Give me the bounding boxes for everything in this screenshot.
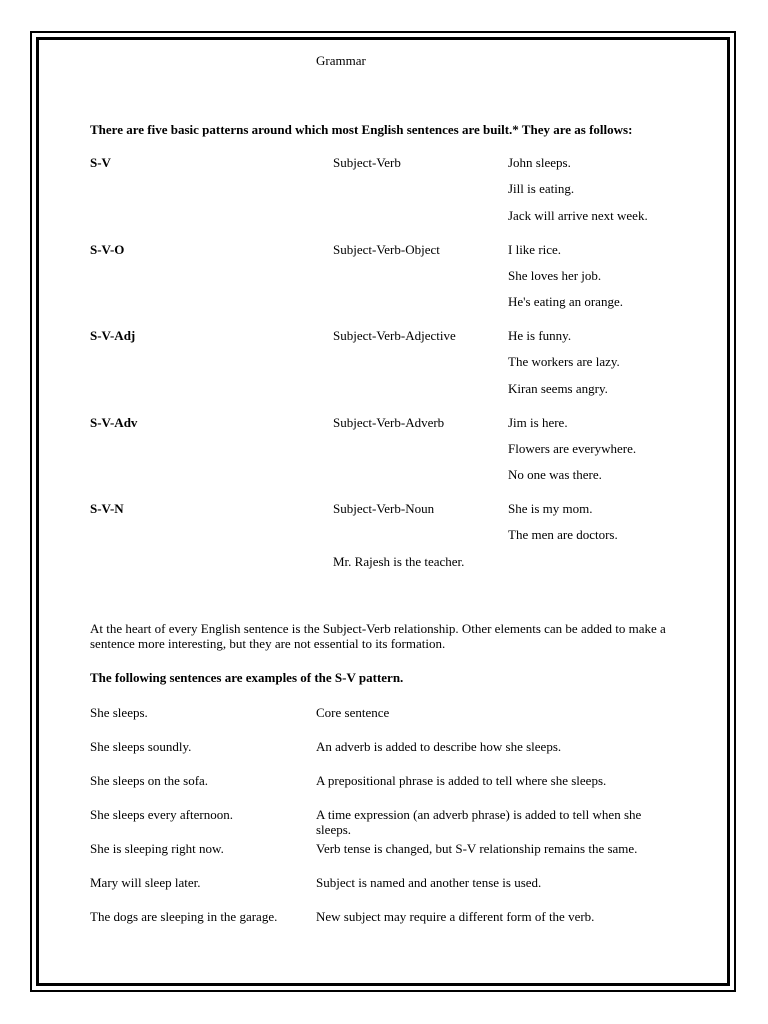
sv-sentence: She sleeps on the sofa. — [90, 773, 209, 788]
pattern-example: I like rice. — [508, 242, 562, 257]
sv-note: Subject is named and another tense is used. — [316, 875, 542, 890]
sv-note: A prepositional phrase is added to tell where she sleeps. — [316, 773, 607, 788]
pattern-name: Subject-Verb-Object — [333, 242, 440, 257]
pattern-name: Subject-Verb — [333, 155, 401, 170]
pattern-example: She loves her job. — [508, 268, 602, 283]
pattern-code: S-V-Adj — [90, 328, 136, 343]
sv-sentence: She sleeps every afternoon. — [90, 807, 233, 822]
pattern-name: Subject-Verb-Adjective — [333, 328, 456, 343]
pattern-example: He's eating an orange. — [508, 294, 623, 309]
sv-sentence: She sleeps soundly. — [90, 739, 192, 754]
pattern-name: Subject-Verb-Adverb — [333, 415, 445, 430]
pattern-example: Flowers are everywhere. — [508, 441, 637, 456]
page-title: Grammar — [316, 53, 366, 68]
sv-sentence: Mary will sleep later. — [90, 875, 201, 890]
pattern-example: Jim is here. — [508, 415, 568, 430]
pattern-example: He is funny. — [508, 328, 572, 343]
pattern-code: S-V — [90, 155, 111, 170]
pattern-example: Jack will arrive next week. — [508, 208, 648, 223]
pattern-example: Jill is eating. — [508, 181, 575, 196]
sv-heading: The following sentences are examples of the S-V pattern. — [90, 670, 404, 685]
pattern-example: Kiran seems angry. — [508, 381, 608, 396]
pattern-example: The workers are lazy. — [508, 354, 620, 369]
sv-note: Core sentence — [316, 705, 390, 720]
stray-example: Mr. Rajesh is the teacher. — [333, 554, 465, 569]
pattern-example: She is my mom. — [508, 501, 593, 516]
pattern-code: S-V-Adv — [90, 415, 138, 430]
pattern-example: The men are doctors. — [508, 527, 618, 542]
sv-note: A time expression (an adverb phrase) is added to tell when she sleeps. — [316, 807, 642, 837]
sv-note: Verb tense is changed, but S-V relationship remains the same. — [316, 841, 638, 856]
pattern-example: No one was there. — [508, 467, 602, 482]
sv-note: New subject may require a different form of the verb. — [316, 909, 595, 924]
pattern-example: John sleeps. — [508, 155, 571, 170]
pattern-code: S-V-N — [90, 501, 124, 516]
sv-note: An adverb is added to describe how she sleeps. — [316, 739, 562, 754]
sv-sentence: She sleeps. — [90, 705, 148, 720]
intro-paragraph: At the heart of every English sentence is the Subject-Verb relationship. Other elements can be added to make a sentence more interesting, but they are not essential to its formation. — [90, 621, 666, 651]
sv-sentence: She is sleeping right now. — [90, 841, 224, 856]
pattern-name: Subject-Verb-Noun — [333, 501, 435, 516]
pattern-code: S-V-O — [90, 242, 125, 257]
sv-sentence: The dogs are sleeping in the garage. — [90, 909, 278, 924]
intro-heading: There are five basic patterns around which most English sentences are built.* They are as follows: — [90, 122, 633, 137]
